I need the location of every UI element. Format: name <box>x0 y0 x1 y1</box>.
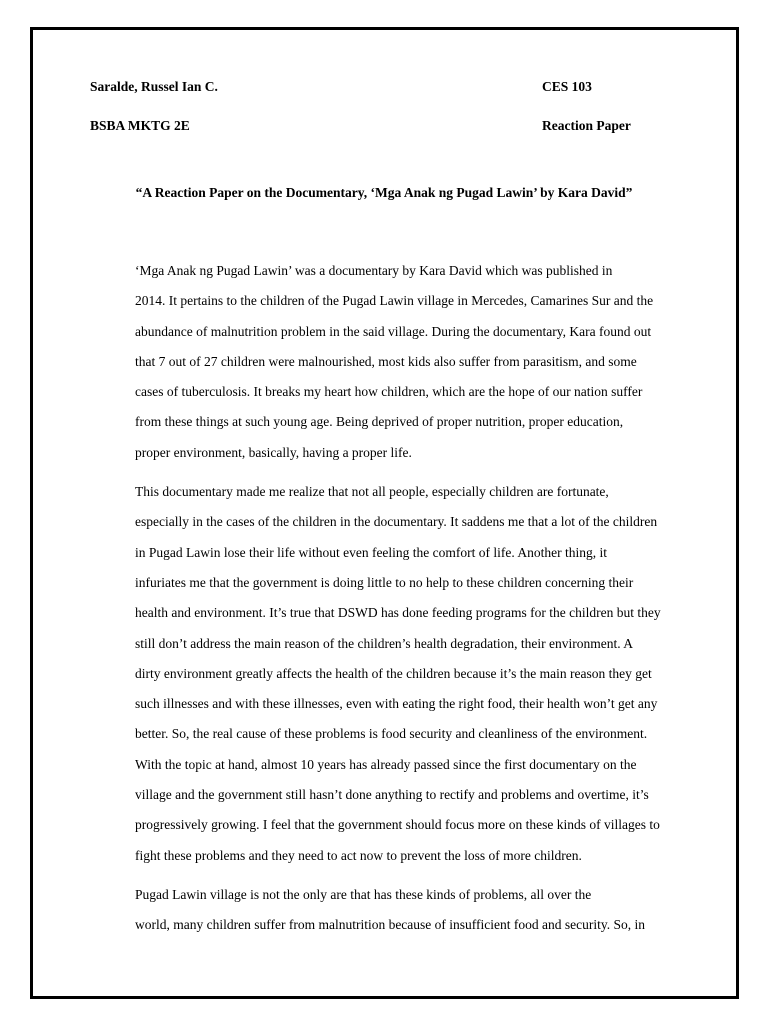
document-title: “A Reaction Paper on the Documentary, ‘Mga Anak ng Pugad Lawin’ by Kara David” <box>135 185 633 200</box>
body-paragraph <box>90 256 678 468</box>
paragraph-line: fight these problems and they need to act now to prevent the loss of more children. <box>135 847 582 863</box>
paragraph-line: better. So, the real cause of these problems is food security and cleanliness of the environment. <box>135 726 648 742</box>
paragraph-line: infuriates me that the government is doing little to no help to these children concerning their <box>135 574 634 590</box>
program-section: BSBA MKTG 2E <box>90 118 190 133</box>
paragraph-line: ‘Mga Anak ng Pugad Lawin’ was a documentary by Kara David which was published in <box>135 263 613 278</box>
paragraph-line: that 7 out of 27 children were malnourished, most kids also suffer from parasitism, and some <box>135 353 637 369</box>
paragraph-line: abundance of malnutrition problem in the said village. During the documentary, Kara found out <box>135 323 652 339</box>
document-body <box>90 256 678 950</box>
paragraph-line: With the topic at hand, almost 10 years has already passed since the first documentary on the <box>135 756 637 772</box>
paragraph-line: 2014. It pertains to the children of the Pugad Lawin village in Mercedes, Camarines Sur and the <box>135 293 654 309</box>
paragraph-line: Pugad Lawin village is not the only are that has these kinds of problems, all over the <box>135 886 592 902</box>
course-code: CES 103 <box>542 79 592 94</box>
document-type: Reaction Paper <box>542 118 631 133</box>
paragraph-line: world, many children suffer from malnutrition because of insufficient food and security. So, in <box>135 917 646 933</box>
paragraph-line: still don’t address the main reason of the children’s health degradation, their environment. A <box>135 635 633 651</box>
paragraph-line: proper environment, basically, having a proper life. <box>135 444 412 460</box>
paragraph-line: This documentary made me realize that not all people, especially children are fortunate, <box>135 484 609 500</box>
paragraph-line: dirty environment greatly affects the health of the children because it’s the main reason they get <box>135 665 652 681</box>
paragraph-line: cases of tuberculosis. It breaks my heart how children, which are the hope of our nation suffer <box>135 384 643 400</box>
author-name: Saralde, Russel Ian C. <box>90 79 218 94</box>
body-paragraph <box>90 477 678 871</box>
paragraph-line: progressively growing. I feel that the government should focus more on these kinds of villages to <box>135 817 660 833</box>
paragraph-line: village and the government still hasn’t done anything to rectify and problems and overtime, it’s <box>135 787 649 803</box>
paragraph-line: such illnesses and with these illnesses, even with eating the right food, their health won’t get any <box>135 696 658 712</box>
body-paragraph <box>90 880 678 941</box>
paragraph-line: in Pugad Lawin lose their life without even feeling the comfort of life. Another thing, it <box>135 544 608 560</box>
paragraph-line: especially in the cases of the children in the documentary. It saddens me that a lot of the children <box>135 514 658 530</box>
paragraph-line: health and environment. It’s true that DSWD has done feeding programs for the children but they <box>135 605 661 621</box>
paragraph-line: from these things at such young age. Being deprived of proper nutrition, proper education, <box>135 414 624 430</box>
